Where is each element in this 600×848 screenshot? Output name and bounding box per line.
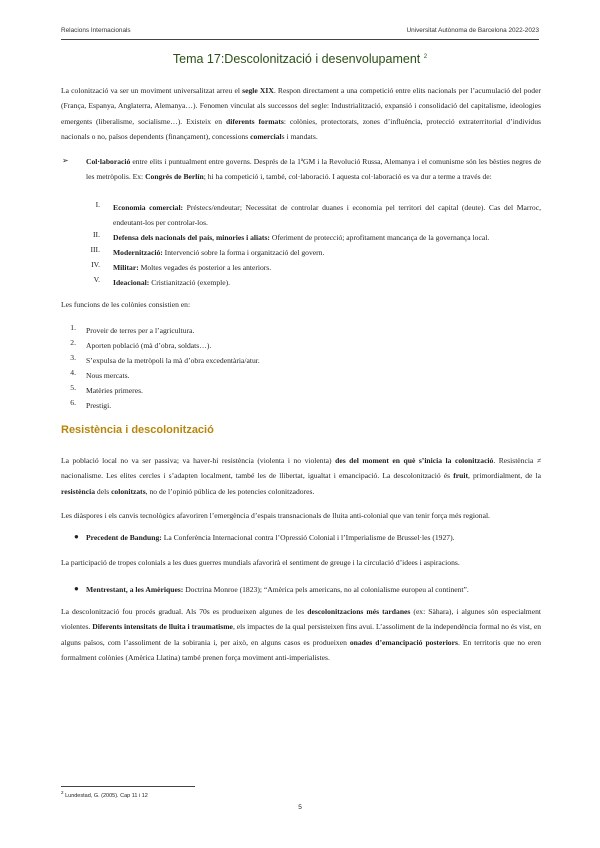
header-divider [61, 39, 539, 40]
list-item: Ideacional: Cristianització (exemple). [113, 278, 231, 287]
roman-number: I. [95, 200, 100, 209]
resistance-paragraph-4: La descolonització fou procés gradual. Als 70s es produeixen algunes de les descolonitzacions més tardanes (ex: Sàhara), i algunes són especialment violentes. Diferents intensitats de lluita i traumatisme, els impactes de la qual persisteixen fins avui. L’assoliment de la independència formal no és vist, en alguns països, com l’assoliment de la sobirania i, per això, en alguns casos es produeixen onades d’emancipació posteriors. En territoris que no eren formalment colònies (Amèrica Llatina) també prenen força moviment anti-imperialistes. [61, 607, 542, 663]
roman-number: III. [90, 245, 100, 254]
collaboration-paragraph: Col·laboració entre elits i puntualment entre governs. Després de la 1ªGM i la Revolució Russa, Alemanya i el comunisme són les bèsties negres de les metròpolis. Ex: Congrés de Berlín; hi ha competició i, també, col·laboració. I aquesta col·laboració es va dur a terme a través de: [86, 157, 541, 182]
roman-number: IV. [91, 260, 100, 269]
resistance-paragraph-3: La participació de tropes colonials a les dues guerres mundials afavorirà el sentiment de greuge i la circulació d’idees i aspiracions. [61, 558, 460, 567]
list-item: Militar: Moltes vegades és posterior a les anteriors. [113, 263, 272, 272]
list-item: S’expulsa de la metròpoli la mà d’obra excedentària/atur. [86, 356, 260, 365]
bullet-dot-icon: ● [74, 532, 79, 541]
list-item: Nous mercats. [86, 371, 130, 380]
footnote: $^2$ Lundestad, G. (2005). Cap 11 i 12 [61, 790, 148, 799]
list-item: Economia comercial: Préstecs/endeutar; Necessitat de controlar duanes i economia pel territori del capital (deute). Cas del Marroc, endeutant-los per controlar-los. [113, 203, 541, 228]
roman-number: II. [93, 230, 100, 239]
resistance-paragraph-1: La població local no va ser passiva; va haver-hi resistència (violenta i no violenta) des del moment en què s’inicia la colonització. Resistència ≠ nacionalisme. Les elites cercles i s’adapten localment, també les de llibertat, igualtat i emancipació. La descolonització és fruit, primordialment, de la resistència dels colonitzats, no de l’opinió pública de les potencies colonitzadores. [61, 456, 541, 496]
list-number: 2. [70, 338, 76, 347]
bandung-item: Precedent de Bandung: La Conferència Internacional contra l’Opressió Colonial i l’Imperialisme de Brussel·les (1927). [86, 533, 455, 542]
bullet-dot-icon: ● [74, 584, 79, 593]
functions-intro: Les funcions de les colònies consistien en: [61, 300, 191, 309]
footnote-ref: 2 [423, 53, 428, 60]
list-number: 4. [70, 368, 76, 377]
header-left: Relacions Internacionals [61, 27, 131, 34]
arrow-bullet-icon: ➢ [62, 156, 69, 165]
page-title: Tema 17:Descolonització i desenvolupament $^2$ [172, 52, 428, 66]
list-item: Matèries primeres. [86, 386, 143, 395]
list-number: 6. [70, 398, 76, 407]
list-item: Proveir de terres per a l’agricultura. [86, 326, 195, 335]
list-item: Aporten població (mà d’obra, soldats…). [86, 341, 212, 350]
intro-paragraph: La colonització va ser un moviment universalitzat arreu el segle XIX. Respon directament a una competició entre elits nacionals per l’acumulació del poder (França, Espanya, Anglaterra, Alemanya…). Fenomen vinculat als successos del segle: Industrialització, expansió i consolidació del capitalisme, ideologies emergents (liberalisme, socialisme…). Existeix en diferents formats: colònies, protectorats, zones d’influència, protecció extraterritorial d’individus nacionals o no, països dependents (finançament), concessions comercials i mandats. [61, 86, 541, 142]
list-item: Prestigi. [86, 401, 112, 410]
list-item: Defensa dels nacionals del país, minories i aliats: Oferiment de protecció; aprofitament mancança de la governança local. [113, 233, 490, 242]
roman-number: V. [93, 275, 100, 284]
section-heading: Resistència i descolonització [61, 424, 214, 436]
header-right: Universitat Autònoma de Barcelona 2022-2023 [406, 27, 539, 34]
list-number: 5. [70, 383, 76, 392]
list-item: Modernització: Intervenció sobre la forma i organització del govern. [113, 248, 325, 257]
list-number: 3. [70, 353, 76, 362]
footnote-divider [61, 786, 195, 787]
resistance-paragraph-2: Les diàspores i els canvis tecnològics afavoriren l’emergència d’espais transnacionals de lluita anti-colonial que van tenir força més regional. [61, 511, 490, 520]
americas-item: Mentrestant, a les Amèriques: Doctrina Monroe (1823); “Amèrica pels americans, no al colonialisme europeu al continent”. [86, 585, 469, 594]
page-number: 5 [298, 804, 302, 811]
list-number: 1. [70, 323, 76, 332]
